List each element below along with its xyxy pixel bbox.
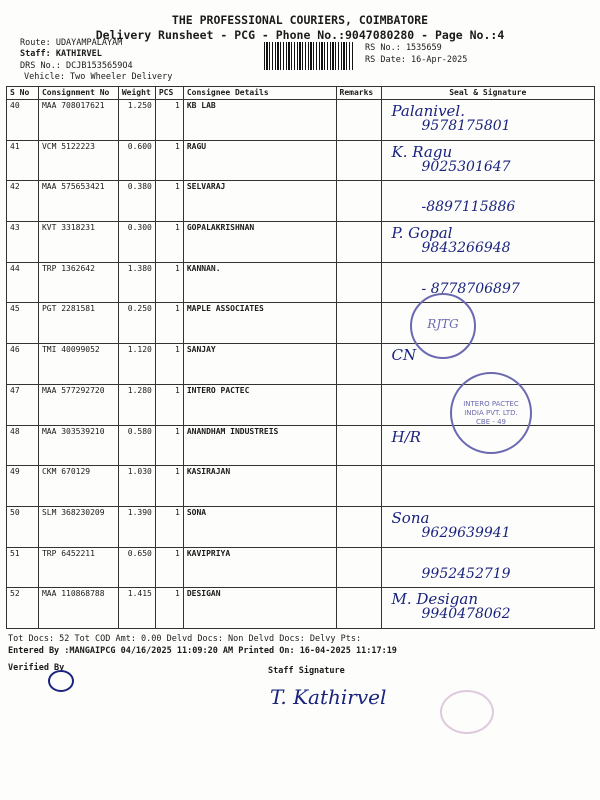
table-row [7,222,595,263]
row-remarks [336,140,381,181]
barcode-icon [264,42,354,70]
row-remarks [336,425,381,466]
table-row [7,100,595,141]
signature-name: K. Ragu [391,142,453,161]
row-consignee: SANJAY [183,344,336,385]
table-row [7,181,595,222]
row-signature [381,466,594,507]
table-header-row [7,87,595,100]
row-sno: 46 [7,344,39,385]
row-pcs: 1 [155,425,183,466]
row-sno: 50 [7,506,39,547]
row-consignment: CKM 670129 [38,466,118,507]
col-sno: S No [7,87,39,100]
col-consignment: Consignment No [38,87,118,100]
route-label: Route: UDAYAMPALAYAM [20,38,123,48]
col-consignee: Consignee Details [183,87,336,100]
row-consignment: MAA 577292720 [38,384,118,425]
seal-text: INTERO PACTEC INDIA PVT. LTD. CBE - 49 [463,400,519,426]
row-remarks [336,506,381,547]
row-pcs: 1 [155,588,183,629]
row-weight: 1.380 [118,262,155,303]
row-consignment: MAA 303539210 [38,425,118,466]
signature-name: P. Gopal [391,224,453,243]
row-consignment: VCM 5122223 [38,140,118,181]
row-sno: 49 [7,466,39,507]
row-consignee: SELVARAJ [183,181,336,222]
row-sno: 45 [7,303,39,344]
row-consignee: GOPALAKRISHNAN [183,222,336,263]
row-consignment: MAA 575653421 [38,181,118,222]
table-row [7,506,595,547]
table-row [7,262,595,303]
row-weight: 1.030 [118,466,155,507]
row-weight: 1.120 [118,344,155,385]
row-sno: 51 [7,547,39,588]
row-signature [381,222,594,263]
row-sno: 44 [7,262,39,303]
row-weight: 1.250 [118,100,155,141]
row-pcs: 1 [155,262,183,303]
row-pcs: 1 [155,466,183,507]
row-consignee: RAGU [183,140,336,181]
row-consignee: ANANDHAM INDUSTREIS [183,425,336,466]
stamp-text: RJTG [427,317,459,331]
row-consignee: INTERO PACTEC [183,384,336,425]
row-pcs: 1 [155,344,183,385]
row-remarks [336,303,381,344]
col-pcs: PCS [155,87,183,100]
totals-line: Tot Docs: 52 Tot COD Amt: 0.00 Delvd Docs: Non Delvd Docs: Delvy Pts: [8,634,362,644]
col-remarks: Remarks [336,87,381,100]
row-pcs: 1 [155,140,183,181]
row-signature [381,506,594,547]
row-consignee: KANNAN. [183,262,336,303]
faint-stamp [440,690,494,734]
row-remarks [336,344,381,385]
row-consignment: TRP 1362642 [38,262,118,303]
row-sno: 43 [7,222,39,263]
row-weight: 0.250 [118,303,155,344]
signature-phone: 9629639941 [421,524,511,541]
rs-date: RS Date: 16-Apr-2025 [365,55,468,65]
row-sno: 41 [7,140,39,181]
row-consignee: KB LAB [183,100,336,141]
row-signature [381,140,594,181]
signature-name: Palanivel. [391,102,465,120]
vehicle-label: Vehicle: Two Wheeler Delivery [24,72,173,82]
row-sno: 48 [7,425,39,466]
row-signature [381,100,594,141]
rs-number: RS No.: 1535659 [365,43,442,53]
row-remarks [336,466,381,507]
staff-label: Staff: KATHIRVEL [20,49,102,59]
table-row [7,466,595,507]
row-signature [381,262,594,303]
row-remarks [336,181,381,222]
signature-phone: 9578175801 [421,118,511,134]
row-consignment: MAA 708017621 [38,100,118,141]
row-consignment: PGT 2281581 [38,303,118,344]
row-sno: 52 [7,588,39,629]
row-pcs: 1 [155,506,183,547]
verified-by-label: Verified By [8,663,65,673]
staff-signature-label: Staff Signature [268,666,345,676]
row-pcs: 1 [155,181,183,222]
row-consignee: KAVIPRIYA [183,547,336,588]
row-remarks [336,222,381,263]
signature-name: H/R [391,427,421,446]
row-consignment: KVT 3318231 [38,222,118,263]
row-weight: 1.280 [118,384,155,425]
runsheet-table [6,86,595,629]
signature-name: M. Desigan [391,590,479,609]
row-consignment: SLM 368230209 [38,506,118,547]
row-weight: 1.415 [118,588,155,629]
row-weight: 0.380 [118,181,155,222]
col-signature: Seal & Signature [381,87,594,100]
row-consignee: MAPLE ASSOCIATES [183,303,336,344]
row-weight: 1.390 [118,506,155,547]
row-pcs: 1 [155,384,183,425]
row-signature [381,181,594,222]
row-pcs: 1 [155,547,183,588]
table-row [7,547,595,588]
staff-signature: T. Kathirvel [270,685,387,709]
row-signature [381,547,594,588]
row-sno: 40 [7,100,39,141]
runsheet-subtitle: Delivery Runsheet - PCG - Phone No.:9047080280 - Page No.:4 [95,28,505,42]
row-signature [381,588,594,629]
row-consignee: DESIGAN [183,588,336,629]
entered-by-line: Entered By :MANGAIPCG 04/16/2025 11:09:20 AM Printed On: 16-04-2025 11:17:19 [8,646,397,656]
row-weight: 0.650 [118,547,155,588]
signature-name: CN [391,346,417,365]
row-weight: 0.580 [118,425,155,466]
company-title: THE PROFESSIONAL COURIERS, COIMBATORE [171,13,429,27]
col-weight: Weight [118,87,155,100]
table-row [7,140,595,181]
company-seal [450,372,532,454]
signature-phone: 9025301647 [421,158,511,175]
row-weight: 0.300 [118,222,155,263]
row-remarks [336,384,381,425]
row-remarks [336,588,381,629]
row-remarks [336,547,381,588]
row-consignment: TRP 6452211 [38,547,118,588]
row-remarks [336,262,381,303]
drs-number: DRS No.: DCJB1535659O4 [20,61,133,71]
row-sno: 42 [7,181,39,222]
row-consignee: KASIRAJAN [183,466,336,507]
signature-phone: 9952452719 [421,565,511,582]
table-row [7,588,595,629]
row-consignment: TMI 40099052 [38,344,118,385]
delivery-stamp [410,293,476,359]
signature-phone: 9940478062 [421,606,511,623]
row-pcs: 1 [155,100,183,141]
signature-phone: 9843266948 [421,240,511,257]
row-sno: 47 [7,384,39,425]
row-consignment: MAA 110868788 [38,588,118,629]
row-consignee: SONA [183,506,336,547]
signature-phone: -8897115886 [421,199,516,216]
row-remarks [336,100,381,141]
signature-name: Sona [391,508,430,527]
row-weight: 0.600 [118,140,155,181]
verified-signature-mark [48,670,74,692]
table-row [7,303,595,344]
row-pcs: 1 [155,222,183,263]
row-pcs: 1 [155,303,183,344]
signature-phone: - 8778706897 [421,280,520,297]
